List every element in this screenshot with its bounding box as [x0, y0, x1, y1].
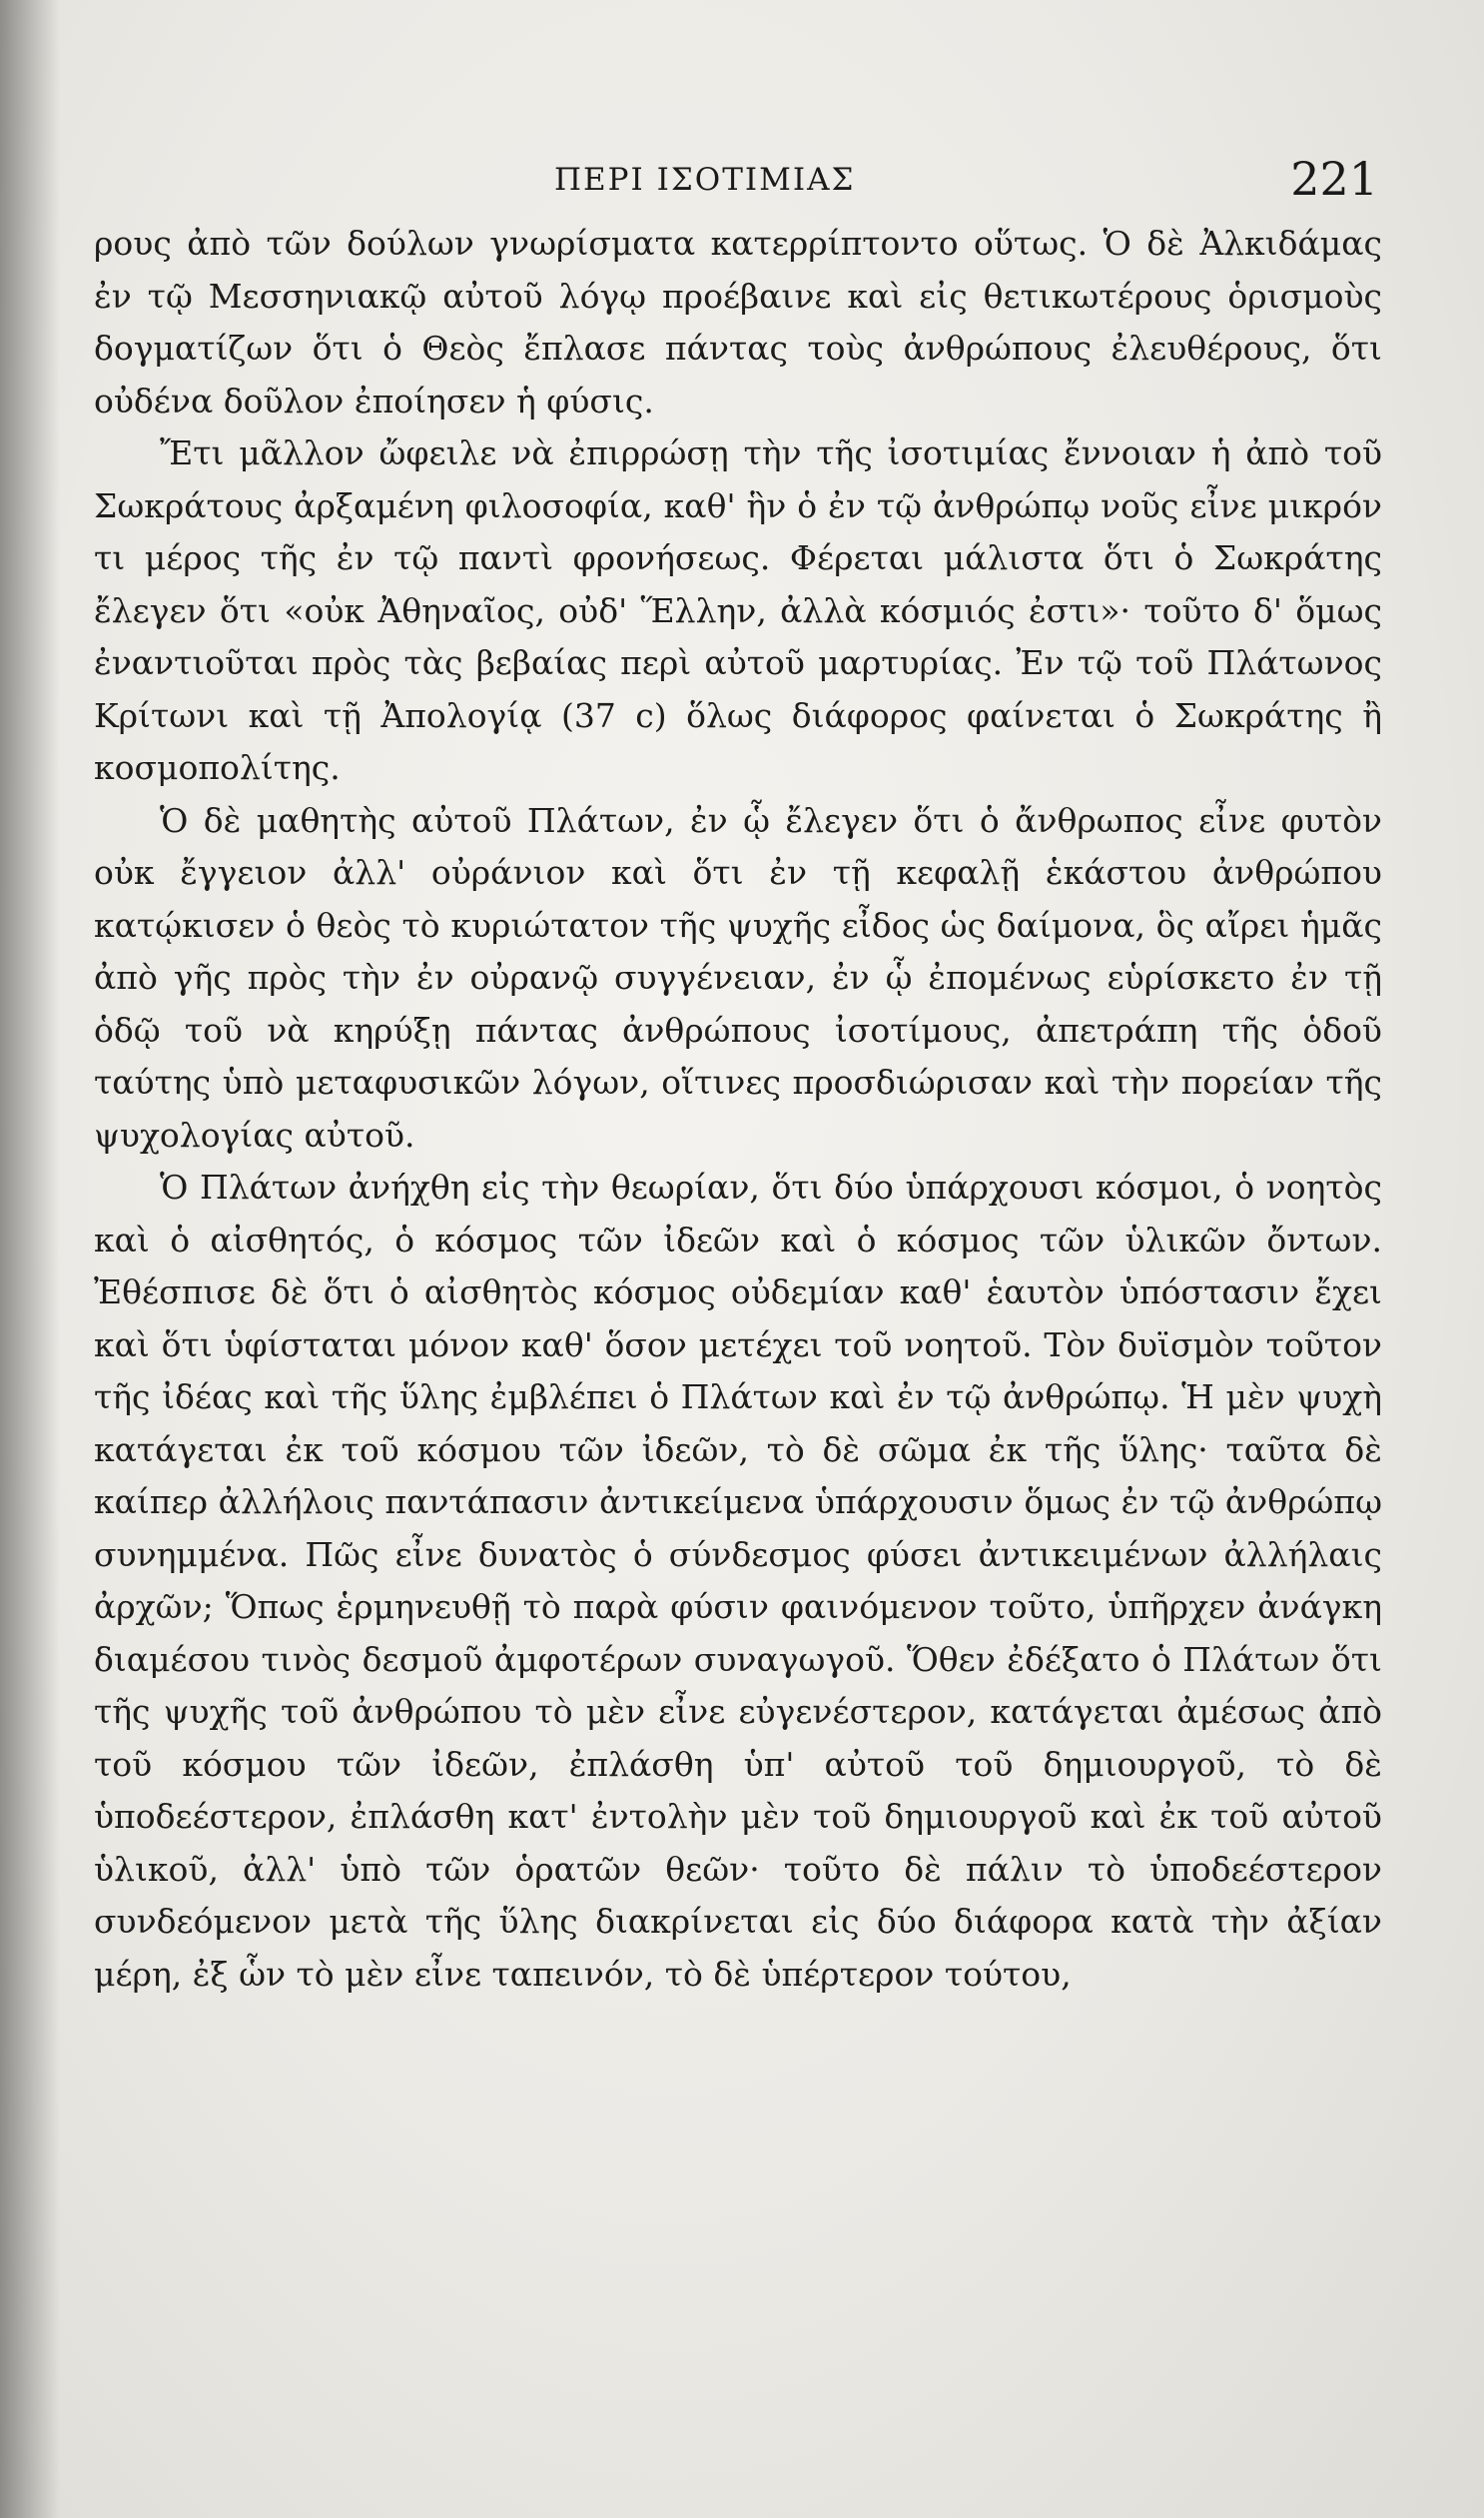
page-header	[150, 150, 1398, 210]
body-text	[94, 218, 1382, 2001]
paragraph-continuation: ρους ἀπὸ τῶν δούλων γνωρίσματα κατερρίπτοντο οὕτως. Ὁ δὲ Ἀλκιδάμας ἐν τῷ Μεσσηνιακῷ αὐτοῦ λόγῳ προέβαινε καὶ εἰς θετικωτέρους ὁρισμοὺς δογματίζων ὅτι ὁ Θεὸς ἔπλασε πάντας τοὺς ἀνθρώπους ἐλευθέρους, ὅτι οὐδένα δοῦλον ἐποίησεν ἡ φύσις.	[94, 224, 1382, 420]
paragraph: Ἔτι μᾶλλον ὤφειλε νὰ ἐπιρρώσῃ τὴν τῆς ἰσοτιμίας ἔννοιαν ἡ ἀπὸ τοῦ Σωκράτους ἀρξαμένη φιλοσοφία, καθ' ἣν ὁ ἐν τῷ ἀνθρώπῳ νοῦς εἶνε μικρόν τι μέρος τῆς ἐν τῷ παντὶ φρονήσεως. Φέρεται μάλιστα ὅτι ὁ Σωκράτης ἔλεγεν ὅτι «οὐκ Ἀθηναῖος, οὐδ' Ἕλλην, ἀλλὰ κόσμιός ἐστι»· τοῦτο δ' ὅμως ἐναντιοῦται πρὸς τὰς βεβαίας περὶ αὐτοῦ μαρτυρίας. Ἐν τῷ τοῦ Πλάτωνος Κρίτωνι καὶ τῇ Ἀπολογίᾳ (37 c) ὅλως διάφορος φαίνεται ὁ Σωκράτης ἢ κοσμοπολίτης.	[94, 433, 1382, 787]
paragraph: Ὁ δὲ μαθητὴς αὐτοῦ Πλάτων, ἐν ᾧ ἔλεγεν ὅτι ὁ ἄνθρωπος εἶνε φυτὸν οὐκ ἔγγειον ἀλλ' οὐράνιον καὶ ὅτι ἐν τῇ κεφαλῇ ἑκάστου ἀνθρώπου κατῴκισεν ὁ θεὸς τὸ κυριώτατον τῆς ψυχῆς εἶδος ὡς δαίμονα, ὃς αἴρει ἡμᾶς ἀπὸ γῆς πρὸς τὴν ἐν οὐρανῷ συγγένειαν, ἐν ᾧ ἐπομένως εὑρίσκετο ἐν τῇ ὁδῷ τοῦ νὰ κηρύξῃ πάντας ἀνθρώπους ἰσοτίμους, ἀπετράπη τῆς ὁδοῦ ταύτης ὑπὸ μεταφυσικῶν λόγων, οἵτινες προσδιώρισαν καὶ τὴν πορείαν τῆς ψυχολογίας αὐτοῦ.	[94, 800, 1382, 1155]
running-title: ΠΕΡΙ ΙΣΟΤΙΜΙΑΣ	[554, 162, 856, 198]
paragraph: Ὁ Πλάτων ἀνήχθη εἰς τὴν θεωρίαν, ὅτι δύο ὑπάρχουσι κόσμοι, ὁ νοητὸς καὶ ὁ αἰσθητός, ὁ κόσμος τῶν ἰδεῶν καὶ ὁ κόσμος τῶν ὑλικῶν ὄντων. Ἐθέσπισε δὲ ὅτι ὁ αἰσθητὸς κόσμος οὐδεμίαν καθ' ἑαυτὸν ὑπόστασιν ἔχει καὶ ὅτι ὑφίσταται μόνον καθ' ὅσον μετέχει τοῦ νοητοῦ. Τὸν δυϊσμὸν τοῦτον τῆς ἰδέας καὶ τῆς ὕλης ἐμβλέπει ὁ Πλάτων καὶ ἐν τῷ ἀνθρώπῳ. Ἡ μὲν ψυχὴ κατάγεται ἐκ τοῦ κόσμου τῶν ἰδεῶν, τὸ δὲ σῶμα ἐκ τῆς ὕλης· ταῦτα δὲ καίπερ ἀλλήλοις παντάπασιν ἀντικείμενα ὑπάρχουσιν ὅμως ἐν τῷ ἀνθρώπῳ συνημμένα. Πῶς εἶνε δυνατὸς ὁ σύνδεσμος φύσει ἀντικειμένων ἀλλήλαις ἀρχῶν; Ὅπως ἑρμηνευθῇ τὸ παρὰ φύσιν φαινόμενον τοῦτο, ὑπῆρχεν ἀνάγκη διαμέσου τινὸς δεσμοῦ ἀμφοτέρων συναγωγοῦ. Ὅθεν ἐδέξατο ὁ Πλάτων ὅτι τῆς ψυχῆς τοῦ ἀνθρώπου τὸ μὲν εἶνε εὐγενέστερον, κατάγεται ἀμέσως ἀπὸ τοῦ κόσμου τῶν ἰδεῶν, ἐπλάσθη ὑπ' αὐτοῦ τοῦ δημιουργοῦ, τὸ δὲ ὑποδεέστερον, ἐπλάσθη κατ' ἐντολὴν μὲν τοῦ δημιουργοῦ καὶ ἐκ τοῦ αὐτοῦ ὑλικοῦ, ἀλλ' ὑπὸ τῶν ὁρατῶν θεῶν· τοῦτο δὲ πάλιν τὸ ὑποδεέστερον συνδεόμενον μετὰ τῆς ὕλης διακρίνεται εἰς δύο διάφορα κατὰ τὴν ἀξίαν μέρη, ἐξ ὧν τὸ μὲν εἶνε ταπεινόν, τὸ δὲ ὑπέρτερον τούτου,	[94, 1168, 1382, 1994]
page-number: 221	[1290, 152, 1378, 206]
page-edge-shadow	[0, 0, 60, 2518]
